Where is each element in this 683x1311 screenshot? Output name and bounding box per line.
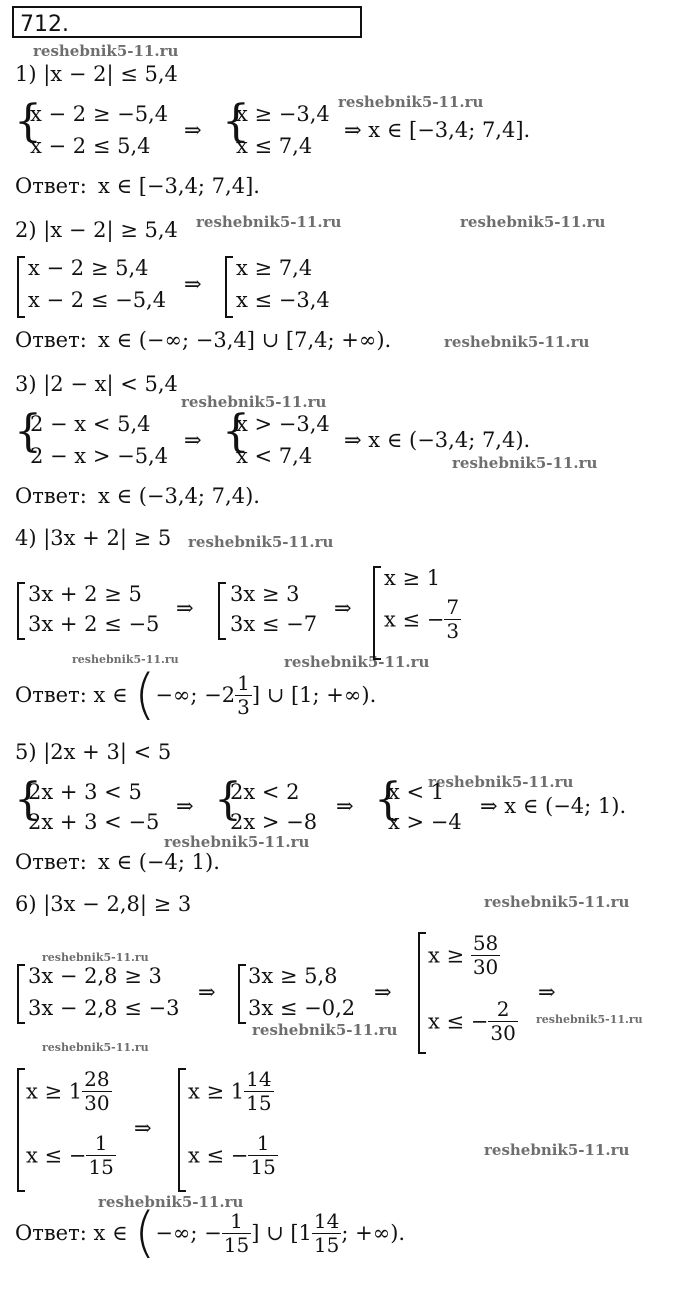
- problem-4-title: 4) |3x + 2| ≥ 5: [15, 526, 172, 550]
- system-brace: {: [222, 406, 250, 457]
- p5-mid-2: 2x > −8: [230, 810, 318, 834]
- implies-arrow: ⇒: [176, 596, 194, 620]
- union-bracket: [373, 566, 381, 660]
- p1-right-1: x ≥ −3,4: [236, 102, 330, 126]
- p4-answer: Ответ: x ∈ (−∞; −2 $\frac{1}{3}$ ] ∪ [1; +∞).: [15, 663, 377, 726]
- watermark: reshebnik5-11.ru: [181, 393, 327, 411]
- watermark: reshebnik5-11.ru: [452, 454, 598, 472]
- union-bracket: [225, 256, 233, 318]
- p6-right-2: x ≤ − $\frac{2}{30}$: [428, 997, 516, 1045]
- union-bracket: [17, 1068, 25, 1192]
- p1-result: ⇒ x ∈ [−3,4; 7,4].: [344, 118, 531, 142]
- p3-line-1: 2 − x < 5,4: [30, 412, 151, 436]
- p6-answer: Ответ: x ∈ (−∞; − $\frac{1}{15}$ ] ∪ [1 $\frac{14}{15}$ ; +∞).: [15, 1201, 406, 1264]
- watermark: reshebnik5-11.ru: [42, 1041, 149, 1054]
- p6-right-1: x ≥ $\frac{58}{30}$: [428, 931, 499, 979]
- p6-step-2: x ≤ − $\frac{1}{15}$: [26, 1131, 114, 1179]
- implies-arrow: ⇒: [336, 794, 354, 818]
- watermark: reshebnik5-11.ru: [33, 42, 179, 60]
- watermark: reshebnik5-11.ru: [460, 213, 606, 231]
- p6-line-1: 3x − 2,8 ≥ 3: [28, 964, 162, 988]
- problem-2-title: 2) |x − 2| ≥ 5,4: [15, 218, 178, 242]
- union-bracket: [238, 964, 246, 1024]
- p4-mid-2: 3x ≤ −7: [230, 612, 318, 636]
- implies-arrow: ⇒: [184, 272, 202, 296]
- system-brace: {: [374, 774, 402, 825]
- p5-right-1: x < 1: [388, 780, 445, 804]
- p3-line-2: 2 − x > −5,4: [30, 444, 169, 468]
- p2-line-1: x − 2 ≥ 5,4: [28, 256, 149, 280]
- watermark: reshebnik5-11.ru: [444, 333, 590, 351]
- problem-1-title: 1) |x − 2| ≤ 5,4: [15, 62, 178, 86]
- union-bracket: [17, 256, 25, 318]
- implies-arrow: ⇒: [334, 596, 352, 620]
- system-brace: {: [14, 406, 42, 457]
- p3-right-2: x < 7,4: [236, 444, 313, 468]
- p2-right-1: x ≥ 7,4: [236, 256, 313, 280]
- p1-line-2: x − 2 ≤ 5,4: [30, 134, 151, 158]
- watermark: reshebnik5-11.ru: [196, 213, 342, 231]
- implies-arrow: ⇒: [538, 980, 556, 1004]
- p6-step-1: x ≥ 1 $\frac{28}{30}$: [26, 1067, 110, 1115]
- p4-right-1: x ≥ 1: [384, 566, 441, 590]
- p2-right-2: x ≤ −3,4: [236, 288, 330, 312]
- watermark: reshebnik5-11.ru: [338, 93, 484, 111]
- p6-mid-1: 3x ≥ 5,8: [248, 964, 338, 988]
- p4-line-2: 3x + 2 ≤ −5: [28, 612, 160, 636]
- p3-answer: x ∈ (−3,4; 7,4).: [98, 484, 260, 508]
- watermark: reshebnik5-11.ru: [164, 833, 310, 851]
- watermark: reshebnik5-11.ru: [42, 951, 149, 964]
- watermark: reshebnik5-11.ru: [98, 1193, 244, 1211]
- p6-mid-2: 3x ≤ −0,2: [248, 996, 356, 1020]
- watermark: reshebnik5-11.ru: [484, 893, 630, 911]
- p4-line-1: 3x + 2 ≥ 5: [28, 582, 142, 606]
- p6-line-2: 3x − 2,8 ≤ −3: [28, 996, 180, 1020]
- p5-line-2: 2x + 3 < −5: [28, 810, 160, 834]
- answer-label: Ответ:: [15, 174, 87, 198]
- system-brace: {: [214, 774, 242, 825]
- answer-label: Ответ:: [15, 850, 87, 874]
- p1-line-1: x − 2 ≥ −5,4: [30, 102, 169, 126]
- union-bracket: [17, 582, 25, 640]
- implies-arrow: ⇒: [134, 1116, 152, 1140]
- problem-3-title: 3) |2 − x| < 5,4: [15, 372, 178, 396]
- p5-result: ⇒ x ∈ (−4; 1).: [480, 794, 627, 818]
- p2-answer: x ∈ (−∞; −3,4] ∪ [7,4; +∞).: [98, 328, 392, 352]
- watermark: reshebnik5-11.ru: [284, 653, 430, 671]
- p1-right-2: x ≤ 7,4: [236, 134, 313, 158]
- p3-result: ⇒ x ∈ (−3,4; 7,4).: [344, 428, 531, 452]
- union-bracket: [418, 932, 426, 1054]
- p6-step-4: x ≤ − $\frac{1}{15}$: [188, 1131, 276, 1179]
- system-brace: {: [14, 774, 42, 825]
- problem-5-title: 5) |2x + 3| < 5: [15, 740, 172, 764]
- answer-label: Ответ:: [15, 484, 87, 508]
- implies-arrow: ⇒: [184, 428, 202, 452]
- watermark: reshebnik5-11.ru: [252, 1021, 398, 1039]
- watermark: reshebnik5-11.ru: [428, 773, 574, 791]
- p2-line-2: x − 2 ≤ −5,4: [28, 288, 167, 312]
- p5-line-1: 2x + 3 < 5: [28, 780, 142, 804]
- system-brace: {: [14, 96, 42, 147]
- implies-arrow: ⇒: [374, 980, 392, 1004]
- p3-right-1: x > −3,4: [236, 412, 330, 436]
- answer-label: Ответ:: [15, 328, 87, 352]
- problem-6-title: 6) |3x − 2,8| ≥ 3: [15, 892, 192, 916]
- union-bracket: [17, 964, 25, 1024]
- p4-right-2: x ≤ − $\frac{7}{3}$: [384, 595, 460, 643]
- p6-step-3: x ≥ 1 $\frac{14}{15}$: [188, 1067, 272, 1115]
- watermark: reshebnik5-11.ru: [484, 1141, 630, 1159]
- watermark: reshebnik5-11.ru: [188, 533, 334, 551]
- union-bracket: [218, 582, 226, 640]
- p4-mid-1: 3x ≥ 3: [230, 582, 300, 606]
- p5-right-2: x > −4: [388, 810, 462, 834]
- problem-number-box: [12, 6, 362, 38]
- implies-arrow: ⇒: [198, 980, 216, 1004]
- union-bracket: [178, 1068, 186, 1192]
- p1-answer: x ∈ [−3,4; 7,4].: [98, 174, 260, 198]
- p5-mid-1: 2x < 2: [230, 780, 300, 804]
- implies-arrow: ⇒: [184, 118, 202, 142]
- p5-answer: x ∈ (−4; 1).: [98, 850, 220, 874]
- watermark: reshebnik5-11.ru: [536, 1013, 643, 1026]
- problem-number: 712.: [20, 12, 69, 37]
- watermark: reshebnik5-11.ru: [72, 653, 179, 666]
- implies-arrow: ⇒: [176, 794, 194, 818]
- system-brace: {: [222, 96, 250, 147]
